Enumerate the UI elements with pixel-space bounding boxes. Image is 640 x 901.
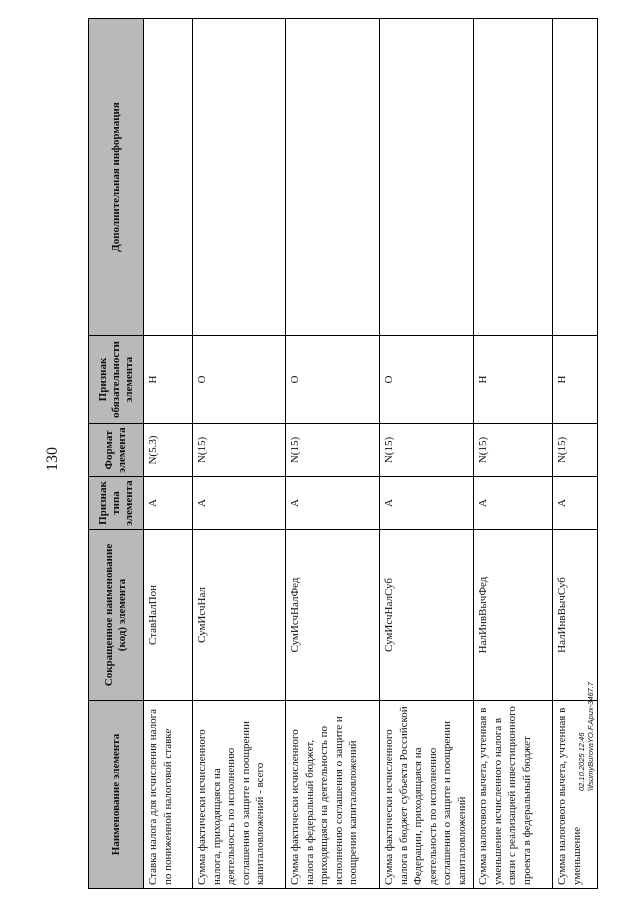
cell-info <box>193 19 286 336</box>
cell-name: Ставка налога для исчисления налога по пониженной налоговой ставке <box>144 701 193 889</box>
cell-name: Сумма налогового вычета, учтенная в уменьшение исчисленного налога в связи с реализацией инвестиционного проекта в федеральный бюджет <box>474 701 553 889</box>
cell-code: НалИнвВычСуб <box>553 530 598 701</box>
cell-code: СумИсчНал <box>193 530 286 701</box>
cell-info <box>144 19 193 336</box>
header-info: Дополнительная информация <box>89 19 144 336</box>
cell-code: НалИнвВычФед <box>474 530 553 701</box>
table-header-row <box>89 19 144 889</box>
cell-type: А <box>144 477 193 530</box>
footer-date: 02.10.2025 12:46 <box>577 732 586 791</box>
cell-name: Сумма фактически исчисленного налога в бюджет субъекта Российской Федерации, приходящаяся на деятельность по исполнению соглашения о защите и поощрении капиталовложений <box>380 701 474 889</box>
cell-code: СтавНалПон <box>144 530 193 701</box>
header-name: Наименование элемента <box>89 701 144 889</box>
cell-format: N(5.3) <box>144 424 193 477</box>
cell-name: Сумма налогового вычета, учтенная в уменьшение <box>553 701 598 889</box>
cell-type: А <box>286 477 380 530</box>
cell-name: Сумма фактически исчисленного налога, приходящаяся на деятельность по исполнению соглашения о защите и поощрении капиталовложений - всего <box>193 701 286 889</box>
cell-required: О <box>286 336 380 424</box>
cell-info <box>380 19 474 336</box>
table-row <box>474 19 553 889</box>
cell-format: N(15) <box>553 424 598 477</box>
cell-required: Н <box>553 336 598 424</box>
cell-type: А <box>474 477 553 530</box>
table-row <box>380 19 474 889</box>
table-row <box>286 19 380 889</box>
cell-required: О <box>193 336 286 424</box>
footer-stamp <box>577 682 595 791</box>
page-number: 130 <box>44 447 61 471</box>
cell-type: А <box>553 477 598 530</box>
elements-table <box>88 18 598 889</box>
cell-name: Сумма фактически исчисленного налога в федеральный бюджет, приходящаяся на деятельность по исполнению соглашения о защите и поощрении капиталовложений <box>286 701 380 889</box>
header-code: Сокращенное наименование (код) элемента <box>89 530 144 701</box>
cell-type: А <box>380 477 474 530</box>
cell-format: N(15) <box>380 424 474 477</box>
header-required: Признак обязательности элемента <box>89 336 144 424</box>
cell-info <box>474 19 553 336</box>
cell-info <box>286 19 380 336</box>
cell-code: СумИсчНалСуб <box>380 530 474 701</box>
table-row <box>144 19 193 889</box>
cell-required: О <box>380 336 474 424</box>
cell-format: N(15) <box>193 424 286 477</box>
cell-format: N(15) <box>474 424 553 477</box>
cell-code: СумИсчНалФед <box>286 530 380 701</box>
cell-required: Н <box>144 336 193 424</box>
header-type: Признак типа элемента <box>89 477 144 530</box>
table-row <box>193 19 286 889</box>
cell-required: Н <box>474 336 553 424</box>
cell-type: А <box>193 477 286 530</box>
header-format: Формат элемента <box>89 424 144 477</box>
cell-info <box>553 19 598 336</box>
footer-path: \\fsumyBurovaYO.F.Apuх-3467.7 <box>586 681 595 791</box>
cell-format: N(15) <box>286 424 380 477</box>
